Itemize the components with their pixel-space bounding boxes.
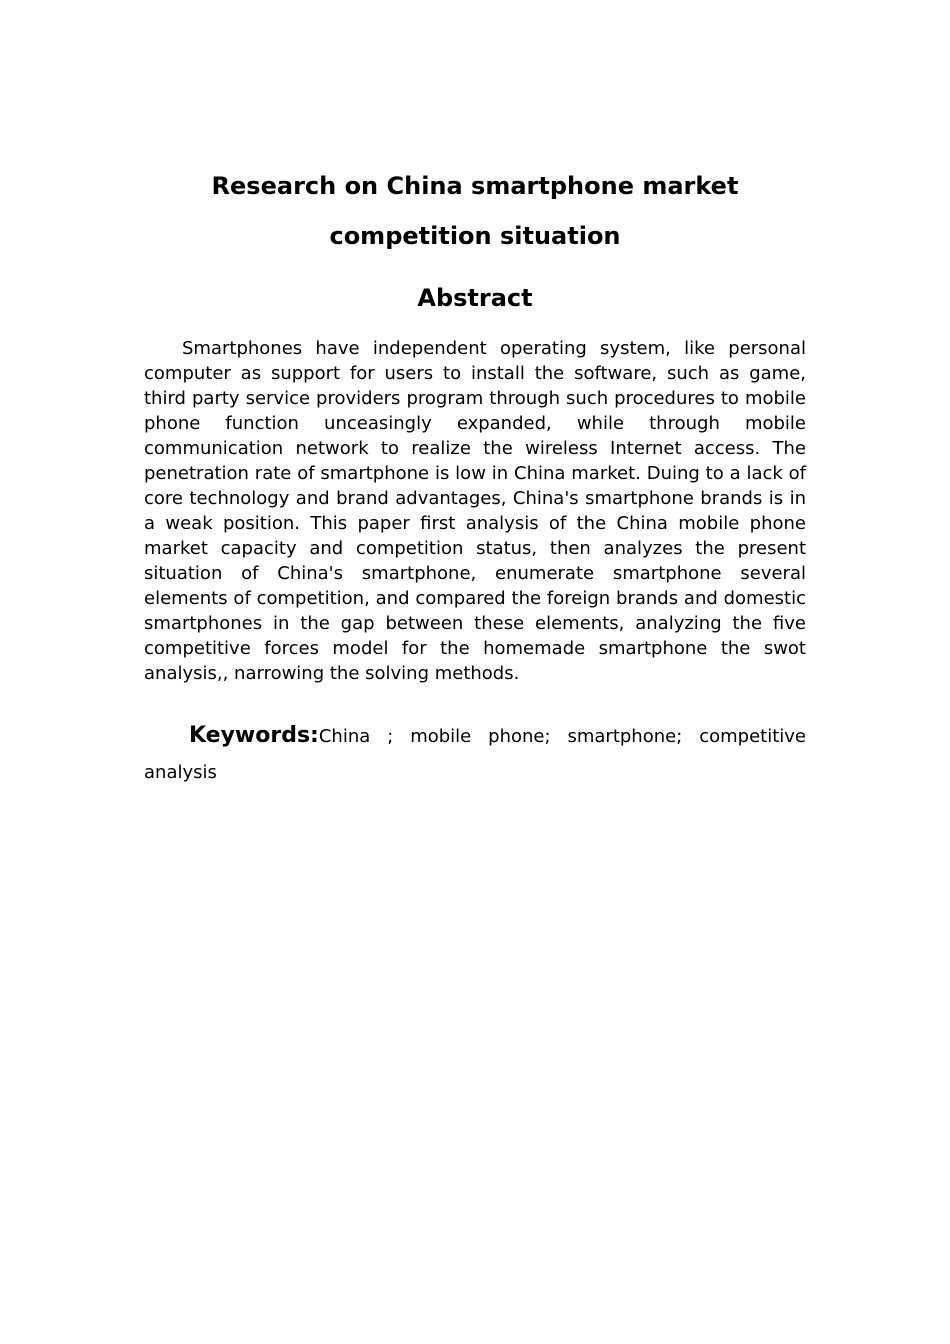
keywords-label: Keywords: (189, 723, 319, 748)
abstract-heading: Abstract (417, 284, 533, 312)
abstract-paragraph: Smartphones have independent operating system, like personal computer as support for users to install the software, such as game, third party service providers program through such procedures to mobile phone function unceasingly expanded, while through mobile communication network to realize the wireless Internet access. The penetration rate of smartphone is low in China market. Duing to a lack of core technology and brand advantages, China's smartphone brands is in a weak position. This paper first analysis of the China mobile phone market capacity and competition status, then analyzes the present situation of China's smartphone, enumerate smartphone several elements of competition, and compared the foreign brands and domestic smartphones in the gap between these elements, analyzing the five competitive forces model for the homemade smartphone the swot analysis,, narrowing the solving methods. (144, 338, 806, 684)
paper-title: Research on China smartphone market competition situation (211, 172, 739, 250)
keywords-list: China ; mobile phone; smartphone; competitive analysis (144, 726, 806, 783)
keywords-line (144, 718, 806, 791)
